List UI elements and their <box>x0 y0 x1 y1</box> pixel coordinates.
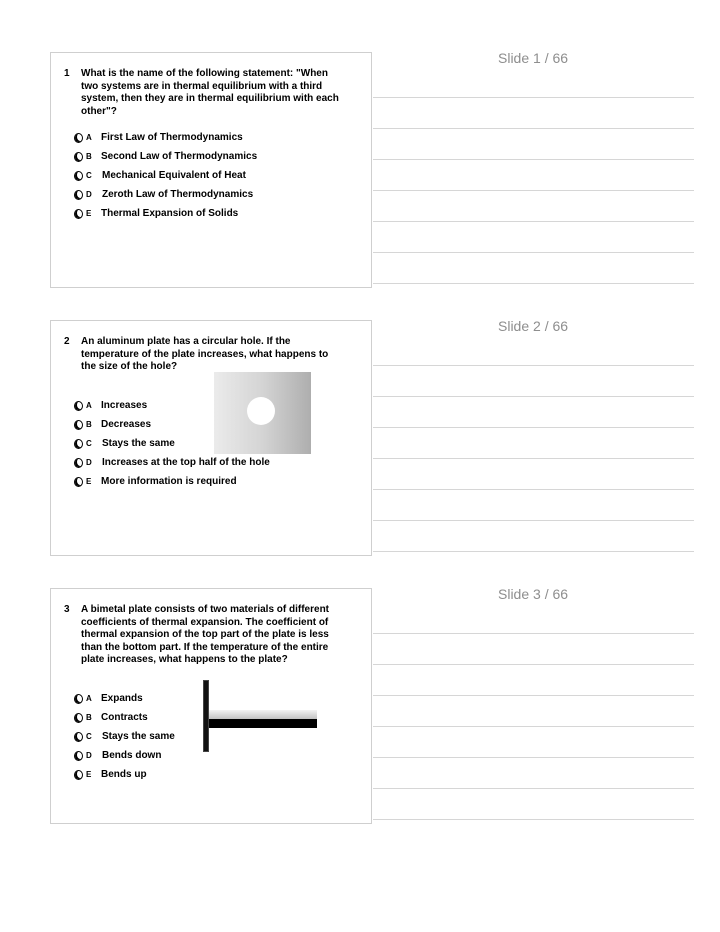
option-text: Second Law of Thermodynamics <box>101 151 258 162</box>
bimetal-bottom-strip <box>209 719 317 728</box>
option-letter: E <box>86 209 92 218</box>
radio-button-icon[interactable] <box>74 190 83 200</box>
radio-button-icon[interactable] <box>74 770 83 780</box>
slide-1 <box>0 50 720 318</box>
option-letter: C <box>86 171 92 180</box>
note-line <box>373 427 694 428</box>
question-number: 1 <box>64 68 70 79</box>
slide-label: Slide 2 / 66 <box>498 318 569 334</box>
radio-button-icon[interactable] <box>74 209 83 219</box>
slide-3 <box>0 586 720 854</box>
option-letter: D <box>86 751 92 760</box>
option-text: Decreases <box>101 419 152 430</box>
option-text: Zeroth Law of Thermodynamics <box>102 189 254 200</box>
radio-button-icon[interactable] <box>74 152 83 162</box>
note-line <box>373 757 694 758</box>
note-line <box>373 159 694 160</box>
question-text: What is the name of the following statement: "When two systems are in thermal equilibrium with a third system, then they are in thermal equilibrium with each other"? <box>81 68 339 117</box>
option-text: Increases at the top half of the hole <box>102 457 270 468</box>
note-line <box>373 97 694 98</box>
radio-button-icon[interactable] <box>74 694 83 704</box>
slide-card <box>50 52 372 288</box>
radio-button-icon[interactable] <box>74 420 83 430</box>
option-text: Expands <box>101 693 143 704</box>
note-line <box>373 365 694 366</box>
note-line <box>373 128 694 129</box>
option-text: Bends down <box>102 750 162 761</box>
note-line <box>373 788 694 789</box>
option-text: Bends up <box>101 769 147 780</box>
question-number: 3 <box>64 604 70 615</box>
radio-button-icon[interactable] <box>74 732 83 742</box>
note-line <box>373 396 694 397</box>
option-text: Contracts <box>101 712 148 723</box>
option-text: Stays the same <box>102 731 175 742</box>
radio-button-icon[interactable] <box>74 171 83 181</box>
note-line <box>373 221 694 222</box>
note-line <box>373 664 694 665</box>
slide-card <box>50 320 372 556</box>
circular-hole <box>247 397 275 425</box>
note-line <box>373 520 694 521</box>
option-letter: B <box>86 152 92 161</box>
option-letter: C <box>86 439 92 448</box>
bimetal-top-strip <box>209 710 317 719</box>
option-letter: D <box>86 190 92 199</box>
aluminum-plate-image <box>214 372 311 454</box>
radio-button-icon[interactable] <box>74 751 83 761</box>
note-line <box>373 819 694 820</box>
slide-label: Slide 3 / 66 <box>498 586 569 602</box>
radio-button-icon[interactable] <box>74 439 83 449</box>
radio-button-icon[interactable] <box>74 477 83 487</box>
option-letter: E <box>86 477 92 486</box>
question-text: An aluminum plate has a circular hole. If the temperature of the plate increases, what happens to the size of the hole? <box>81 336 329 372</box>
option-text: Mechanical Equivalent of Heat <box>102 170 246 181</box>
note-line <box>373 551 694 552</box>
option-letter: B <box>86 420 92 429</box>
note-line <box>373 190 694 191</box>
question-text: A bimetal plate consists of two materials of different coefficients of thermal expansion. The coefficient of thermal expansion of the top part of the plate is less than the bottom part. If the temperature of the entire plate increases, what happens to the plate? <box>81 604 330 665</box>
option-text: More information is required <box>101 476 237 487</box>
radio-button-icon[interactable] <box>74 458 83 468</box>
note-line <box>373 695 694 696</box>
option-text: Thermal Expansion of Solids <box>101 208 239 219</box>
radio-button-icon[interactable] <box>74 133 83 143</box>
slide-2 <box>0 318 720 586</box>
option-letter: D <box>86 458 92 467</box>
slide-card <box>50 588 372 824</box>
option-text: Increases <box>101 400 148 411</box>
radio-button-icon[interactable] <box>74 401 83 411</box>
note-line <box>373 458 694 459</box>
note-line <box>373 489 694 490</box>
option-letter: A <box>86 133 92 142</box>
slide-label: Slide 1 / 66 <box>498 50 569 66</box>
option-text: Stays the same <box>102 438 175 449</box>
option-letter: B <box>86 713 92 722</box>
option-letter: E <box>86 770 92 779</box>
option-letter: C <box>86 732 92 741</box>
option-letter: A <box>86 694 92 703</box>
note-line <box>373 283 694 284</box>
radio-button-icon[interactable] <box>74 713 83 723</box>
question-number: 2 <box>64 336 70 347</box>
note-line <box>373 633 694 634</box>
note-line <box>373 252 694 253</box>
option-text: First Law of Thermodynamics <box>101 132 243 143</box>
note-line <box>373 726 694 727</box>
option-letter: A <box>86 401 92 410</box>
